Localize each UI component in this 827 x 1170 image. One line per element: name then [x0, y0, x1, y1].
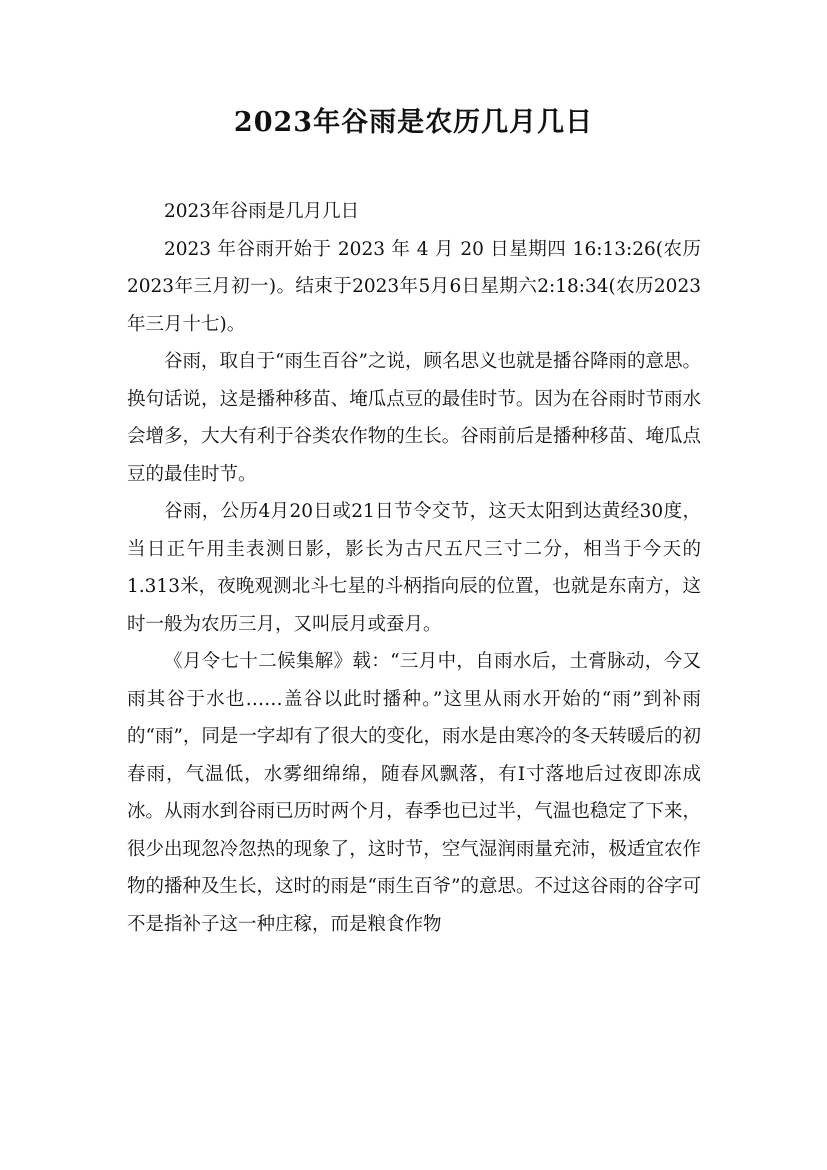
paragraph-solar-term: 谷雨，公历4月20日或21日节令交节，这天太阳到达黄经30度，当日正午用圭表测日影，影长为古尺五尺三寸二分，相当于今天的1.313米，夜晚观测北斗七星的斗柄指向辰的位置，也就是东南方，这时一般为农历三月，又叫辰月或蚕月。: [127, 501, 701, 635]
paragraph-meaning: 谷雨，取自于“雨生百谷”之说，顾名思义也就是播谷降雨的意思。换句话说，这是播种移苗、埯瓜点豆的最佳时节。因为在谷雨时节雨水会增多，大大有利于谷类农作物的生长。谷雨前后是播种移苗、埯瓜点豆的最佳时节。: [127, 351, 701, 485]
document-body: [127, 193, 701, 943]
page-title: 2023年谷雨是农历几月几日: [233, 107, 594, 138]
paragraph-rain-explanation: 《月令七十二候集解》载：“三月中，自雨水后，土膏脉动，今又雨其谷于水也……盖谷以此时播种。”这里从雨水开始的“雨”到补雨的“雨”，同是一字却有了很大的变化，雨水是由寒冷的冬天转暖后的初春雨，气温低，水雾细绵绵，随春风飘落，有Ⅰ寸落地后过夜即冻成冰。从雨水到谷雨已历时两个月，春季也已过半，气温也稳定了下来，很少出现忽冷忽热的现象了，这时节，空气湿润雨量充沛，极适宜农作物的播种及生长，这时的雨是“雨生百爷”的意思。不过这谷雨的谷字可不是指补子这一种庄稼，而是粮食作物: [127, 651, 701, 935]
paragraph-subheading: 2023年谷雨是几月几日: [164, 201, 360, 222]
paragraph-dates: 2023 年谷雨开始于 2023 年 4 月 20 日星期四 16:13:26(农历2023年三月初一)。结束于2023年5月6日星期六2:18:34(农历2023年三月十七)。: [127, 238, 701, 335]
